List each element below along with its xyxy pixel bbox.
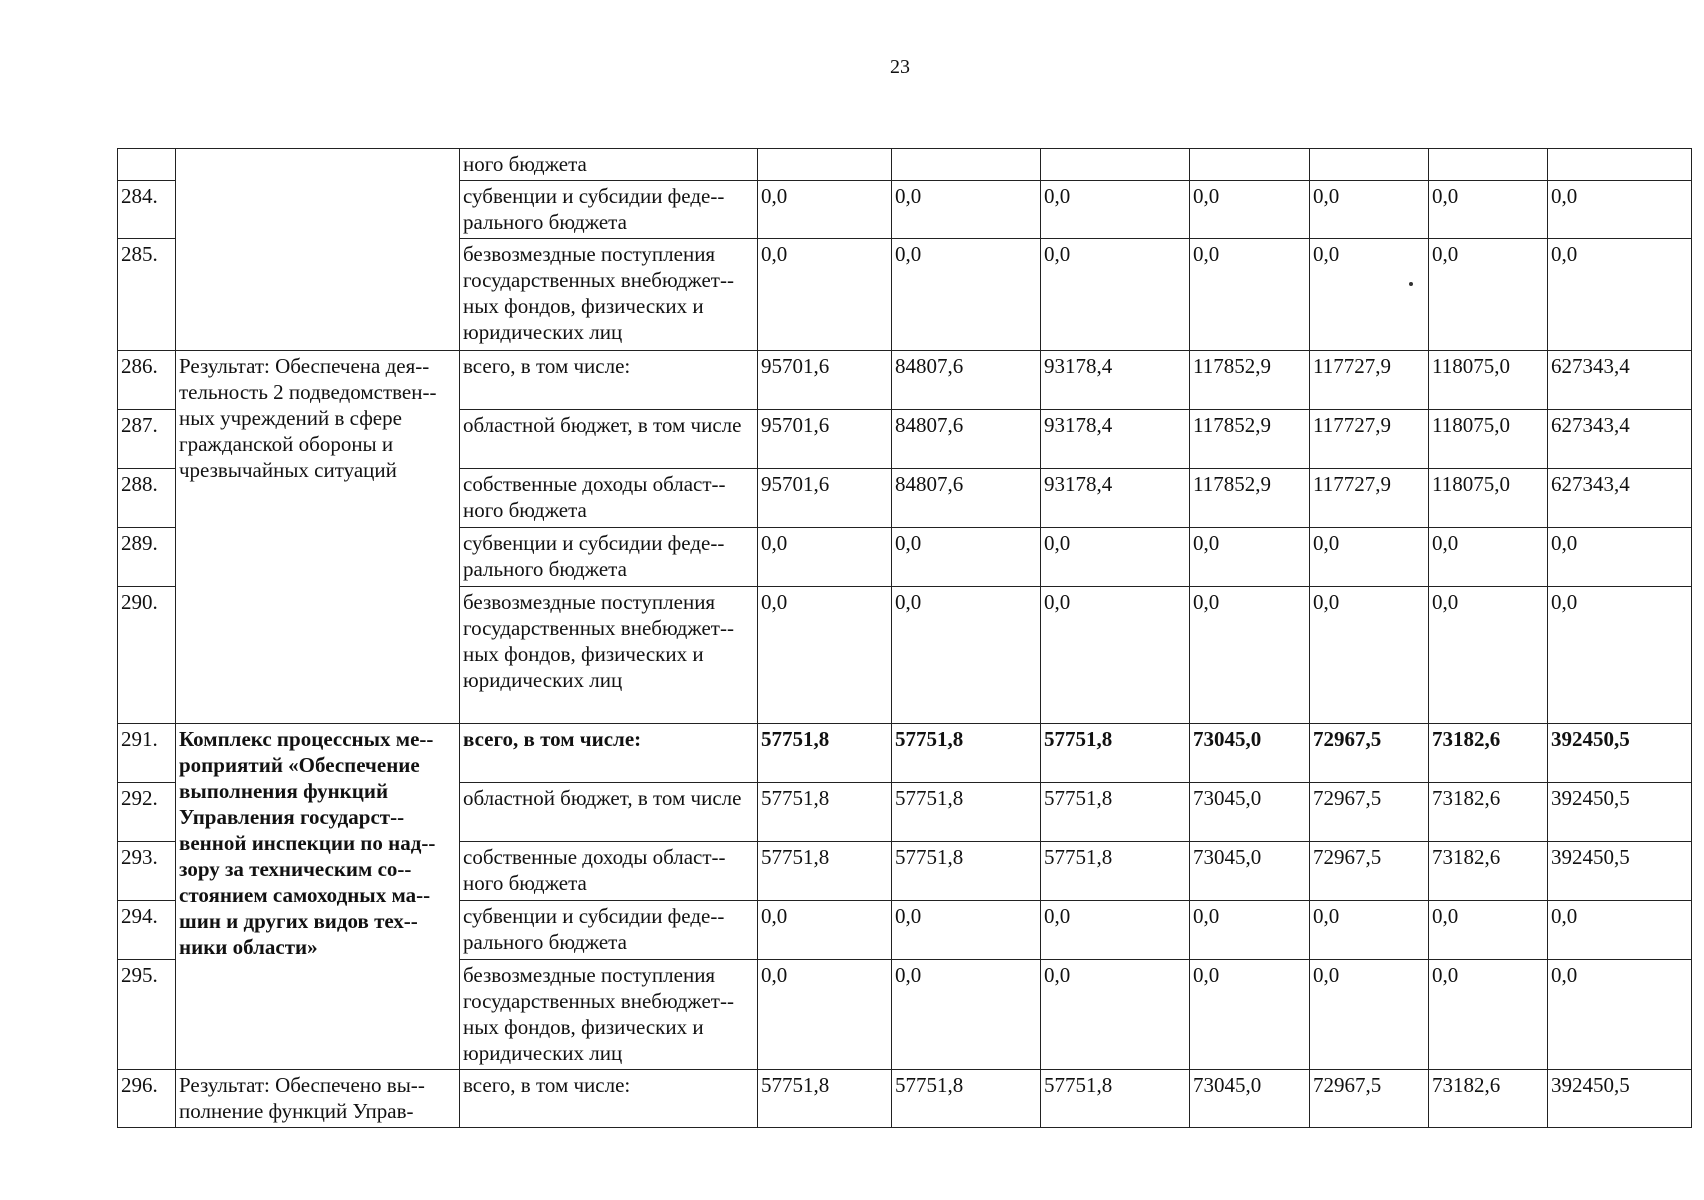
value-cell: 0,0 xyxy=(1190,587,1310,724)
value-cell: 0,0 xyxy=(1429,960,1548,1070)
value-cell: 627343,4 xyxy=(1548,351,1692,410)
row-number: 292. xyxy=(118,783,176,842)
value-cell: 57751,8 xyxy=(892,1070,1041,1128)
table-row xyxy=(118,1070,1692,1128)
value-cell: 0,0 xyxy=(1310,528,1429,587)
funding-source: областной бюджет, в том числе xyxy=(460,783,758,842)
value-cell: 57751,8 xyxy=(892,724,1041,783)
value-cell: 57751,8 xyxy=(1041,1070,1190,1128)
group-label: Результат: Обеспечено вы-полнение функций Управ- xyxy=(176,1070,460,1128)
row-number: 285. xyxy=(118,239,176,351)
value-cell: 0,0 xyxy=(1041,901,1190,960)
value-cell: 0,0 xyxy=(1310,960,1429,1070)
value-cell: 627343,4 xyxy=(1548,469,1692,528)
value-cell: 117852,9 xyxy=(1190,410,1310,469)
value-cell: 57751,8 xyxy=(892,842,1041,901)
value-cell: 72967,5 xyxy=(1310,783,1429,842)
value-cell xyxy=(892,149,1041,181)
value-cell: 0,0 xyxy=(892,960,1041,1070)
value-cell: 0,0 xyxy=(1041,239,1190,351)
value-cell: 73182,6 xyxy=(1429,783,1548,842)
value-cell xyxy=(1041,149,1190,181)
funding-source: областной бюджет, в том числе xyxy=(460,410,758,469)
value-cell: 93178,4 xyxy=(1041,410,1190,469)
value-cell: 57751,8 xyxy=(1041,842,1190,901)
value-cell: 73045,0 xyxy=(1190,1070,1310,1128)
funding-source: безвозмездные поступления государственных внебюджет-ных фондов, физических и юридических лиц xyxy=(460,960,758,1070)
value-cell: 0,0 xyxy=(1041,587,1190,724)
value-cell: 0,0 xyxy=(758,901,892,960)
value-cell: 627343,4 xyxy=(1548,410,1692,469)
funding-source: ного бюджета xyxy=(460,149,758,181)
funding-source: всего, в том числе: xyxy=(460,1070,758,1128)
value-cell: 118075,0 xyxy=(1429,410,1548,469)
value-cell: 84807,6 xyxy=(892,410,1041,469)
value-cell: 0,0 xyxy=(1429,528,1548,587)
value-cell: 84807,6 xyxy=(892,469,1041,528)
value-cell: 73045,0 xyxy=(1190,842,1310,901)
value-cell: 0,0 xyxy=(892,901,1041,960)
value-cell: 0,0 xyxy=(892,181,1041,239)
value-cell: 0,0 xyxy=(1548,960,1692,1070)
value-cell: 117727,9 xyxy=(1310,351,1429,410)
value-cell xyxy=(1429,149,1548,181)
value-cell: 0,0 xyxy=(1429,239,1548,351)
value-cell: 392450,5 xyxy=(1548,842,1692,901)
value-cell: 0,0 xyxy=(1190,960,1310,1070)
value-cell: 0,0 xyxy=(1190,528,1310,587)
value-cell: 57751,8 xyxy=(1041,724,1190,783)
value-cell xyxy=(758,149,892,181)
value-cell: 57751,8 xyxy=(758,783,892,842)
value-cell: 0,0 xyxy=(1429,901,1548,960)
value-cell: 0,0 xyxy=(758,528,892,587)
value-cell: 0,0 xyxy=(1548,587,1692,724)
value-cell: 73045,0 xyxy=(1190,783,1310,842)
value-cell: 0,0 xyxy=(1548,528,1692,587)
row-number: 295. xyxy=(118,960,176,1070)
value-cell xyxy=(1310,149,1429,181)
row-number: 289. xyxy=(118,528,176,587)
value-cell: 0,0 xyxy=(1548,181,1692,239)
value-cell: 0,0 xyxy=(1548,901,1692,960)
value-cell: 0,0 xyxy=(1429,181,1548,239)
value-cell: 0,0 xyxy=(892,528,1041,587)
value-cell: 0,0 xyxy=(758,960,892,1070)
funding-source: собственные доходы област-ного бюджета xyxy=(460,469,758,528)
value-cell: 0,0 xyxy=(1310,181,1429,239)
value-cell: 57751,8 xyxy=(758,842,892,901)
row-number: 294. xyxy=(118,901,176,960)
group-label: Комплекс процессных ме-роприятий «Обеспечение выполнения функций Управления государст-венной инспекции по над-зору за техническим со-стоянием самоходных ма-шин и других видов тех-ники области» xyxy=(176,724,460,1070)
value-cell: 57751,8 xyxy=(758,1070,892,1128)
value-cell: 72967,5 xyxy=(1310,842,1429,901)
row-number: 284. xyxy=(118,181,176,239)
value-cell: 95701,6 xyxy=(758,410,892,469)
value-cell: 118075,0 xyxy=(1429,469,1548,528)
value-cell xyxy=(1548,149,1692,181)
row-number: 293. xyxy=(118,842,176,901)
funding-source: собственные доходы област-ного бюджета xyxy=(460,842,758,901)
value-cell: 57751,8 xyxy=(892,783,1041,842)
value-cell: 95701,6 xyxy=(758,469,892,528)
value-cell: 0,0 xyxy=(1310,901,1429,960)
value-cell xyxy=(1190,149,1310,181)
value-cell: 392450,5 xyxy=(1548,724,1692,783)
value-cell: 0,0 xyxy=(758,181,892,239)
value-cell: 0,0 xyxy=(1429,587,1548,724)
value-cell: 73045,0 xyxy=(1190,724,1310,783)
value-cell: 0,0 xyxy=(1548,239,1692,351)
row-number: 291. xyxy=(118,724,176,783)
funding-source: безвозмездные поступления государственных внебюджет-ных фондов, физических и юридических лиц xyxy=(460,587,758,724)
value-cell: 84807,6 xyxy=(892,351,1041,410)
value-cell: 117852,9 xyxy=(1190,469,1310,528)
table-row xyxy=(118,149,1692,181)
funding-source: безвозмездные поступления государственных внебюджет-ных фондов, физических и юридических лиц xyxy=(460,239,758,351)
page-number: 23 xyxy=(890,56,910,78)
value-cell: 0,0 xyxy=(1310,239,1429,351)
value-cell: 392450,5 xyxy=(1548,783,1692,842)
row-number: 286. xyxy=(118,351,176,410)
value-cell: 118075,0 xyxy=(1429,351,1548,410)
row-number: 287. xyxy=(118,410,176,469)
value-cell: 0,0 xyxy=(1310,587,1429,724)
value-cell: 0,0 xyxy=(1041,181,1190,239)
value-cell: 0,0 xyxy=(758,239,892,351)
value-cell: 0,0 xyxy=(892,587,1041,724)
value-cell: 0,0 xyxy=(1041,528,1190,587)
funding-source: всего, в том числе: xyxy=(460,724,758,783)
value-cell: 93178,4 xyxy=(1041,351,1190,410)
funding-source: субвенции и субсидии феде-рального бюджета xyxy=(460,181,758,239)
value-cell: 392450,5 xyxy=(1548,1070,1692,1128)
value-cell: 73182,6 xyxy=(1429,724,1548,783)
row-number: 288. xyxy=(118,469,176,528)
value-cell: 0,0 xyxy=(1041,960,1190,1070)
scan-speck xyxy=(1409,282,1413,286)
value-cell: 73182,6 xyxy=(1429,1070,1548,1128)
row-number: 290. xyxy=(118,587,176,724)
table-row xyxy=(118,724,1692,783)
funding-source: всего, в том числе: xyxy=(460,351,758,410)
value-cell: 57751,8 xyxy=(758,724,892,783)
value-cell: 0,0 xyxy=(892,239,1041,351)
value-cell: 0,0 xyxy=(1190,901,1310,960)
budget-table xyxy=(117,148,1692,1128)
value-cell: 0,0 xyxy=(1190,181,1310,239)
value-cell: 117727,9 xyxy=(1310,410,1429,469)
value-cell: 93178,4 xyxy=(1041,469,1190,528)
group-label: Результат: Обеспечена дея-тельность 2 подведомствен-ных учреждений в сфере гражданской обороны и чрезвычайных ситуаций xyxy=(176,351,460,724)
value-cell: 0,0 xyxy=(1190,239,1310,351)
funding-source: субвенции и субсидии феде-рального бюджета xyxy=(460,901,758,960)
value-cell: 73182,6 xyxy=(1429,842,1548,901)
row-number xyxy=(118,149,176,181)
funding-source: субвенции и субсидии феде-рального бюджета xyxy=(460,528,758,587)
value-cell: 57751,8 xyxy=(1041,783,1190,842)
value-cell: 72967,5 xyxy=(1310,724,1429,783)
value-cell: 95701,6 xyxy=(758,351,892,410)
value-cell: 0,0 xyxy=(758,587,892,724)
group-label xyxy=(176,149,460,351)
row-number: 296. xyxy=(118,1070,176,1128)
value-cell: 72967,5 xyxy=(1310,1070,1429,1128)
value-cell: 117727,9 xyxy=(1310,469,1429,528)
table-row xyxy=(118,351,1692,410)
value-cell: 117852,9 xyxy=(1190,351,1310,410)
